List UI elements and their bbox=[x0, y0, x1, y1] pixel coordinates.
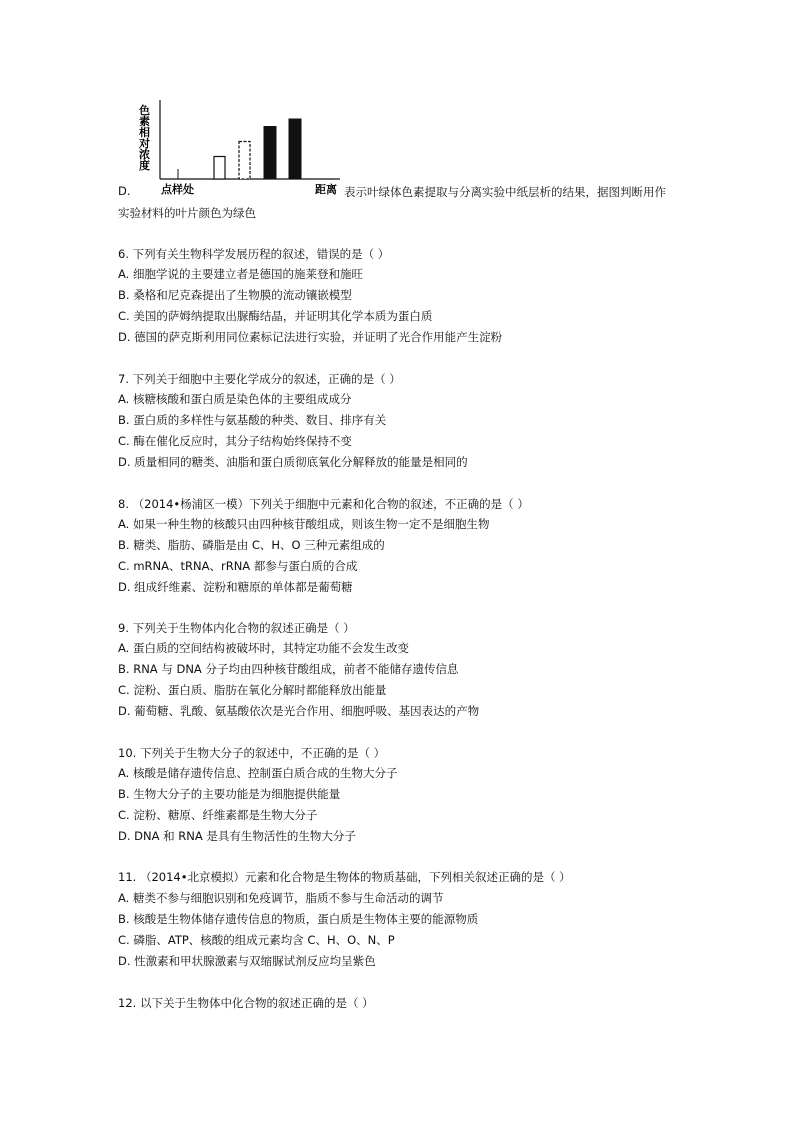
y-label-char: 对 bbox=[139, 137, 150, 150]
question-9-option-a: A. 蛋白质的空间结构被破坏时，其特定功能不会发生改变 bbox=[118, 641, 409, 655]
bar-3 bbox=[264, 127, 276, 180]
question-6-option-c: C. 美国的萨姆纳提取出脲酶结晶，并证明其化学本质为蛋白质 bbox=[118, 309, 433, 323]
bar-1 bbox=[214, 157, 225, 180]
bar-chart bbox=[135, 96, 350, 196]
option-d-letter: D. bbox=[118, 184, 131, 198]
y-label-char: 度 bbox=[139, 159, 150, 172]
option-d-text-1: 表示叶绿体色素提取与分离实验中纸层析的结果，据图判断用作 bbox=[344, 185, 666, 199]
question-7-option-c: C. 酶在催化反应时，其分子结构始终保持不变 bbox=[118, 434, 352, 448]
question-8-option-d: D. 组成纤维素、淀粉和糖原的单体都是葡萄糖 bbox=[118, 580, 353, 594]
question-9-option-d: D. 葡萄糖、乳酸、氨基酸依次是光合作用、细胞呼吸、基因表达的产物 bbox=[118, 704, 480, 718]
y-axis-label bbox=[138, 103, 150, 172]
question-8-option-a: A. 如果一种生物的核酸只由四种核苷酸组成，则该生物一定不是细胞生物 bbox=[118, 517, 490, 531]
question-10-option-b: B. 生物大分子的主要功能是为细胞提供能量 bbox=[118, 787, 341, 801]
question-11-option-a: A. 糖类不参与细胞识别和免疫调节，脂质不参与生命活动的调节 bbox=[118, 891, 444, 905]
question-7-stem: 7. 下列关于细胞中主要化学成分的叙述，正确的是（ ） bbox=[118, 372, 401, 386]
question-11-option-d: D. 性激素和甲状腺激素与双缩脲试剂反应均呈紫色 bbox=[118, 954, 376, 968]
question-11-option-c: C. 磷脂、ATP、核酸的组成元素均含 C、H、O、N、P bbox=[118, 933, 395, 947]
question-10-option-d: D. DNA 和 RNA 是具有生物活性的生物大分子 bbox=[118, 829, 356, 843]
y-label-char: 相 bbox=[139, 126, 150, 139]
question-8-option-c: C. mRNA、tRNA、rRNA 都参与蛋白质的合成 bbox=[118, 559, 358, 573]
y-label-char: 素 bbox=[139, 115, 150, 128]
question-6-option-a: A. 细胞学说的主要建立者是德国的施莱登和施旺 bbox=[118, 267, 363, 281]
question-11-option-b: B. 核酸是生物体储存遗传信息的物质，蛋白质是生物体主要的能源物质 bbox=[118, 912, 479, 926]
option-d-text-2: 实验材料的叶片颜色为绿色 bbox=[118, 206, 256, 220]
y-label-char: 色 bbox=[139, 104, 150, 117]
question-8-option-b: B. 糖类、脂肪、磷脂是由 C、H、O 三种元素组成的 bbox=[118, 538, 385, 552]
question-8-stem: 8. （2014•杨浦区一模）下列关于细胞中元素和化合物的叙述，不正确的是（ ） bbox=[118, 497, 529, 511]
question-9-option-b: B. RNA 与 DNA 分子均由四种核苷酸组成，前者不能储存遗传信息 bbox=[118, 662, 459, 676]
question-10-option-a: A. 核酸是储存遗传信息、控制蛋白质合成的生物大分子 bbox=[118, 766, 398, 780]
question-9-stem: 9. 下列关于生物体内化合物的叙述正确是（ ） bbox=[118, 621, 355, 635]
question-6-stem: 6. 下列有关生物科学发展历程的叙述，错误的是（ ） bbox=[118, 247, 390, 261]
question-9-option-c: C. 淀粉、蛋白质、脂肪在氧化分解时都能释放出能量 bbox=[118, 683, 387, 697]
question-10-option-c: C. 淀粉、糖原、纤维素都是生物大分子 bbox=[118, 808, 318, 822]
bar-2 bbox=[239, 142, 250, 180]
x-label-origin: 点样处 bbox=[161, 183, 194, 196]
bar-4 bbox=[289, 119, 301, 179]
question-6-option-b: B. 桑格和尼克森提出了生物膜的流动镶嵌模型 bbox=[118, 288, 352, 302]
question-10-stem: 10. 下列关于生物大分子的叙述中，不正确的是（ ） bbox=[118, 746, 386, 760]
x-label-distance: 距离 bbox=[315, 183, 337, 196]
question-11-stem: 11. （2014•北京模拟）元素和化合物是生物体的物质基础，下列相关叙述正确的是（ ） bbox=[118, 870, 571, 884]
question-12-stem: 12. 以下关于生物体中化合物的叙述正确的是（ ） bbox=[118, 996, 374, 1010]
question-7-option-d: D. 质量相同的糖类、油脂和蛋白质彻底氧化分解释放的能量是相同的 bbox=[118, 455, 468, 469]
y-label-char: 浓 bbox=[139, 148, 150, 161]
chromatography-figure bbox=[135, 96, 350, 196]
question-7-option-b: B. 蛋白质的多样性与氨基酸的种类、数目、排序有关 bbox=[118, 413, 387, 427]
question-6-option-d: D. 德国的萨克斯利用同位素标记法进行实验，并证明了光合作用能产生淀粉 bbox=[118, 330, 503, 344]
question-7-option-a: A. 核糖核酸和蛋白质是染色体的主要组成成分 bbox=[118, 392, 352, 406]
